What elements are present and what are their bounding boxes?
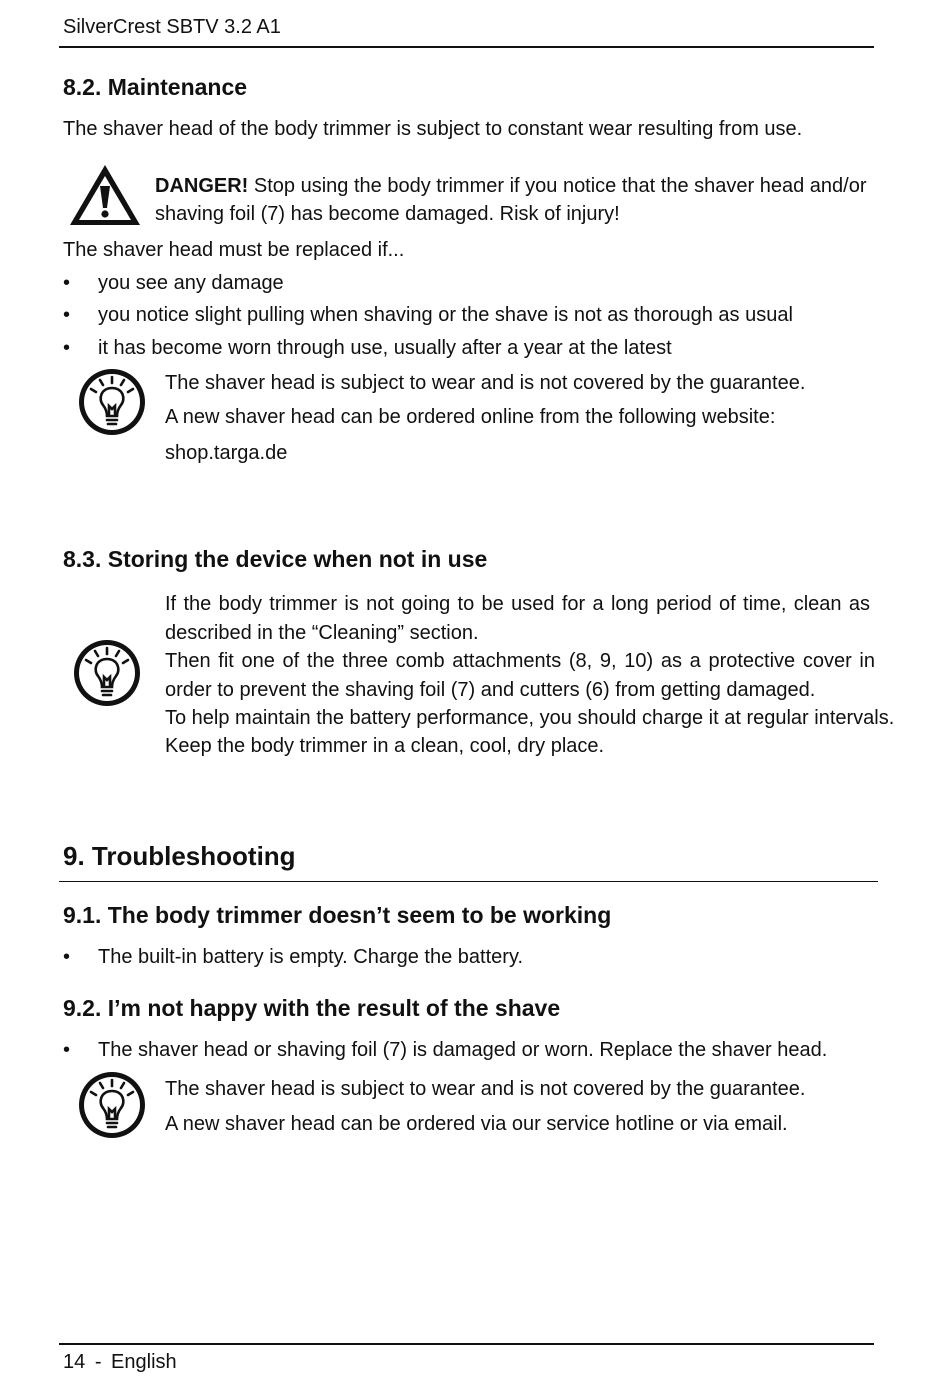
chapter-heading-troubleshooting: 9. Troubleshooting <box>63 841 296 871</box>
list-item: you notice slight pulling when shaving or the shave is not as thorough as usual <box>98 304 793 326</box>
storing-paragraph-cleaning: If the body trimmer is not going to be used for a long period of time, clean as described in the “Cleaning” section. <box>165 593 870 644</box>
tip-line: A new shaver head can be ordered via our service hotline or via email. <box>165 1113 788 1135</box>
replace-intro: The shaver head must be replaced if... <box>63 239 405 261</box>
storing-paragraph-place: Keep the body trimmer in a clean, cool, dry place. <box>165 735 605 757</box>
danger-text-line1 <box>155 172 866 200</box>
lightbulb-tip-icon <box>76 366 148 438</box>
storing-paragraph-comb: Then fit one of the three comb attachments (8, 9, 10) as a protective cover in order to prevent the shaving foil (7) and cutters (6) from getting damaged. <box>165 650 875 701</box>
bullet-dot: • <box>63 1039 71 1061</box>
list-item: you see any damage <box>98 272 284 294</box>
footer-rule <box>59 1343 874 1345</box>
lightbulb-tip-icon <box>71 637 143 709</box>
section-heading-not-working: 9.1. The body trimmer doesn’t seem to be working <box>63 902 612 928</box>
tip-line: The shaver head is subject to wear and is not covered by the guarantee. <box>165 372 806 394</box>
footer-separator: - <box>94 1351 102 1373</box>
bullet-dot: • <box>63 337 71 359</box>
warning-triangle-icon <box>67 162 143 228</box>
bullet-dot: • <box>63 946 71 968</box>
footer-language: English <box>111 1351 177 1373</box>
list-item: The shaver head or shaving foil (7) is damaged or worn. Replace the shaver head. <box>98 1039 828 1061</box>
tip-website: shop.targa.de <box>165 442 288 464</box>
chapter-rule <box>59 881 878 882</box>
tip-line: The shaver head is subject to wear and is not covered by the guarantee. <box>165 1078 806 1100</box>
page-footer <box>63 1348 177 1376</box>
lightbulb-tip-icon <box>76 1069 148 1141</box>
danger-label: DANGER! <box>155 175 249 197</box>
header-rule <box>59 46 874 48</box>
danger-message: Stop using the body trimmer if you notice that the shaver head and/or <box>253 175 867 197</box>
storing-paragraph-battery: To help maintain the battery performance, you should charge it at regular intervals. <box>165 707 895 729</box>
maintenance-intro: The shaver head of the body trimmer is subject to constant wear resulting from use. <box>63 118 803 140</box>
list-item: The built-in battery is empty. Charge the battery. <box>98 946 524 968</box>
tip-line: A new shaver head can be ordered online from the following website: <box>165 406 776 428</box>
section-heading-storing: 8.3. Storing the device when not in use <box>63 546 488 572</box>
list-item: it has become worn through use, usually after a year at the latest <box>98 337 672 359</box>
section-heading-shave-result: 9.2. I’m not happy with the result of the shave <box>63 995 561 1021</box>
danger-text-line2: shaving foil (7) has become damaged. Risk of injury! <box>155 203 620 225</box>
document-header-title: SilverCrest SBTV 3.2 A1 <box>63 16 281 38</box>
section-heading-maintenance: 8.2. Maintenance <box>63 74 248 100</box>
bullet-dot: • <box>63 272 71 294</box>
bullet-dot: • <box>63 304 71 326</box>
page-number: 14 <box>63 1351 86 1373</box>
